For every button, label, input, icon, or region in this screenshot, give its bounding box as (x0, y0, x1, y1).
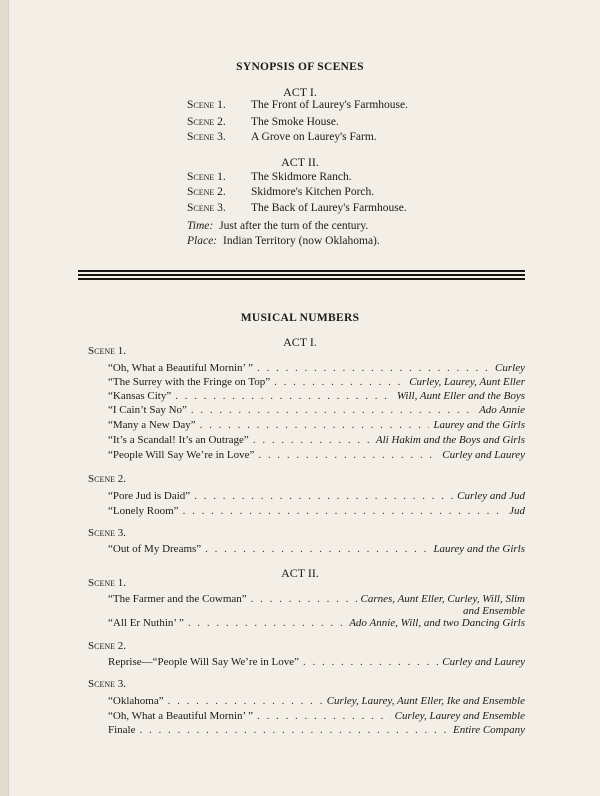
song-title: “Oh, What a Beautiful Mornin’ ” (108, 362, 253, 374)
scene-label: Scene 1. (187, 171, 226, 183)
leader-dots (253, 434, 372, 446)
time-label: Time: (187, 220, 214, 232)
leader-dots (257, 362, 491, 374)
leader-dots (183, 505, 506, 517)
song-row (108, 404, 525, 418)
time-text: Just after the turn of the century. (219, 220, 369, 232)
scene-label: Scene 2. (187, 186, 226, 198)
song-title: “Out of My Dreams” (108, 543, 202, 555)
scene-description: The Skidmore Ranch. (251, 171, 352, 183)
song-performer-continued: and Ensemble (462, 605, 525, 617)
song-row (108, 449, 525, 463)
song-performer: Laurey and the Girls (433, 543, 525, 555)
leader-dots (274, 376, 405, 388)
song-performer: Ado Annie (479, 404, 525, 416)
leader-dots (200, 419, 430, 431)
musical-act2-scene1-label: Scene 1. (88, 577, 127, 589)
song-performer: Curley and Laurey (442, 656, 525, 668)
song-row (108, 419, 525, 433)
song-performer: Curley, Laurey and Ensemble (394, 710, 525, 722)
musical-act1-title: ACT I. (283, 335, 317, 349)
page-binding-edge (0, 0, 8, 796)
leader-dots (194, 490, 453, 502)
synopsis-time (187, 220, 368, 232)
song-row (108, 543, 525, 557)
leader-dots (258, 449, 438, 461)
musical-act2-title: ACT II. (281, 566, 319, 580)
song-performer: Curley and Jud (457, 490, 525, 502)
musical-act1-scene2-label: Scene 2. (88, 473, 127, 485)
scene-label: Scene 1. (187, 99, 226, 111)
leader-dots (140, 724, 450, 736)
song-performer: Carnes, Aunt Eller, Curley, Will, Slim (360, 593, 525, 605)
song-performer: Ado Annie, Will, and two Dancing Girls (349, 617, 525, 629)
song-row (108, 695, 525, 709)
song-performer: Entire Company (453, 724, 525, 736)
scene-description: The Front of Laurey's Farmhouse. (251, 99, 408, 111)
song-performer: Curley, Laurey, Aunt Eller, Ike and Ensemble (326, 695, 525, 707)
song-title: Finale (108, 724, 136, 736)
leader-dots (303, 656, 438, 668)
song-row (108, 724, 525, 738)
place-text: Indian Territory (now Oklahoma). (223, 235, 380, 247)
scene-description: Skidmore's Kitchen Porch. (251, 186, 375, 198)
song-row (108, 656, 525, 670)
leader-dots (188, 617, 345, 629)
song-title: “Oklahoma” (108, 695, 164, 707)
song-title: “Pore Jud is Daid” (108, 490, 191, 502)
song-row (108, 362, 525, 376)
synopsis-act1-scene3 (187, 131, 377, 143)
scene-label: Scene 3. (187, 202, 226, 214)
synopsis-act2-title: ACT II. (281, 155, 319, 169)
leader-dots (175, 390, 393, 402)
leader-dots (168, 695, 323, 707)
musical-act2-scene3-label: Scene 3. (88, 678, 127, 690)
section-divider-rules (78, 270, 525, 282)
song-title: Reprise—“People Will Say We’re in Love” (108, 656, 300, 668)
song-title: “Oh, What a Beautiful Mornin’ ” (108, 710, 253, 722)
song-performer: Curley, Laurey, Aunt Eller (409, 376, 525, 388)
song-row (108, 505, 525, 519)
leader-dots (251, 593, 357, 605)
song-title: “Many a New Day” (108, 419, 196, 431)
song-performer: Jud (509, 505, 525, 517)
synopsis-act1-scene1 (187, 99, 408, 111)
song-title: “I Cain’t Say No” (108, 404, 187, 416)
song-title: “Lonely Room” (108, 505, 179, 517)
song-title: “The Farmer and the Cowman” (108, 593, 247, 605)
scene-description: A Grove on Laurey's Farm. (251, 131, 377, 143)
musical-act2-scene2-label: Scene 2. (88, 640, 127, 652)
synopsis-act1-title: ACT I. (283, 85, 317, 99)
song-title: “Kansas City” (108, 390, 172, 402)
synopsis-act2-scene1 (187, 171, 352, 183)
synopsis-place (187, 235, 380, 247)
song-title: “All Er Nuthin’ ” (108, 617, 184, 629)
song-title: “The Surrey with the Fringe on Top” (108, 376, 271, 388)
song-row (108, 490, 525, 504)
song-row (108, 617, 525, 631)
leader-dots (205, 543, 429, 555)
song-title: “People Will Say We’re in Love” (108, 449, 255, 461)
synopsis-act1-scene2 (187, 116, 339, 128)
song-row (108, 390, 525, 404)
song-performer: Curley and Laurey (442, 449, 525, 461)
synopsis-act2-scene3 (187, 202, 407, 214)
song-performer: Will, Aunt Eller and the Boys (396, 390, 525, 402)
scene-label: Scene 2. (187, 116, 226, 128)
song-performer: Ali Hakim and the Boys and Girls (375, 434, 525, 446)
song-row (108, 710, 525, 724)
musical-act1-scene1-label: Scene 1. (88, 345, 127, 357)
song-performer: Laurey and the Girls (433, 419, 525, 431)
synopsis-act2-scene2 (187, 186, 374, 198)
scene-description: The Smoke House. (251, 116, 339, 128)
place-label: Place: (187, 235, 218, 247)
musical-numbers-title: MUSICAL NUMBERS (240, 312, 360, 324)
song-title: “It’s a Scandal! It’s an Outrage” (108, 434, 249, 446)
scene-label: Scene 3. (187, 131, 226, 143)
song-performer: Curley (495, 362, 525, 374)
leader-dots (257, 710, 391, 722)
scene-description: The Back of Laurey's Farmhouse. (251, 202, 407, 214)
song-row (108, 434, 525, 448)
leader-dots (191, 404, 475, 416)
song-row (108, 376, 525, 390)
musical-act1-scene3-label: Scene 3. (88, 527, 127, 539)
synopsis-title: SYNOPSIS OF SCENES (236, 61, 364, 73)
